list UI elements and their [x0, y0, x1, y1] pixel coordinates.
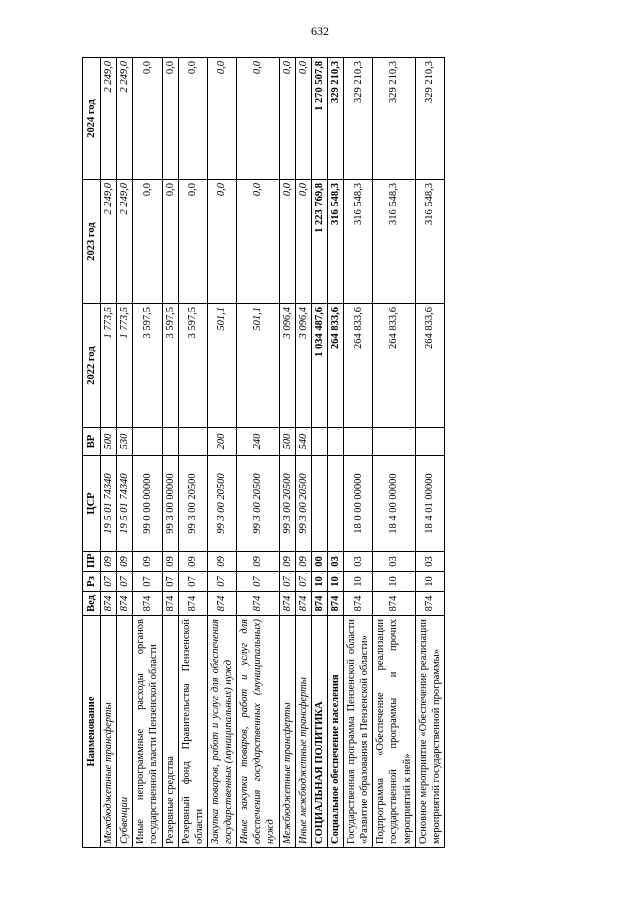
header-2022: 2022 год [83, 304, 101, 428]
cell-csr: 18 0 00 00000 [344, 456, 373, 552]
cell-2023: 0,0 [279, 180, 295, 304]
cell-2024: 0,0 [295, 58, 311, 180]
cell-2022: 501,1 [207, 304, 236, 428]
cell-name: Иные непрограммные расходы органов государственной власти Пензенской области [133, 616, 162, 848]
cell-name: Государственная программа Пензенской области «Развитие образования в Пензенской области» [344, 616, 373, 848]
cell-rz: 10 [344, 572, 373, 592]
cell-2022: 264 833,6 [344, 304, 373, 428]
cell-vr [162, 428, 178, 456]
header-vr: ВР [83, 428, 101, 456]
cell-ved: 874 [344, 592, 373, 616]
cell-ved: 874 [279, 592, 295, 616]
table-row [101, 58, 117, 848]
cell-rz: 10 [311, 572, 327, 592]
cell-ved: 874 [101, 592, 117, 616]
header-row [83, 58, 101, 848]
cell-2023: 316 548,3 [415, 180, 444, 304]
header-rz: Рз [83, 572, 101, 592]
cell-rz: 10 [327, 572, 343, 592]
cell-name: Иные закупки товаров, работ и услуг для обеспечения государственных (муниципальных) нужд [237, 616, 279, 848]
cell-pr: 03 [344, 552, 373, 572]
cell-vr: 530 [117, 428, 133, 456]
cell-2022: 3 597,5 [133, 304, 162, 428]
cell-2024: 329 210,3 [415, 58, 444, 180]
table-row [178, 58, 207, 848]
cell-rz: 07 [295, 572, 311, 592]
cell-ved: 874 [415, 592, 444, 616]
cell-name: Межбюджетные трансферты [279, 616, 295, 848]
cell-vr: 500 [279, 428, 295, 456]
cell-name: Иные межбюджетные трансферты [295, 616, 311, 848]
cell-2023: 0,0 [178, 180, 207, 304]
cell-csr: 19 5 01 74340 [101, 456, 117, 552]
cell-2022: 501,1 [237, 304, 279, 428]
cell-2022: 3 096,4 [295, 304, 311, 428]
table-row [327, 58, 343, 848]
cell-2022: 3 597,5 [178, 304, 207, 428]
cell-2024: 0,0 [207, 58, 236, 180]
cell-ved: 874 [373, 592, 415, 616]
budget-table [82, 57, 445, 848]
cell-name: Субвенции [117, 616, 133, 848]
cell-2024: 329 210,3 [327, 58, 343, 180]
table-holder [82, 58, 442, 848]
rotated-table-area [82, 58, 442, 848]
cell-ved: 874 [311, 592, 327, 616]
cell-name: Межбюджетные трансферты [101, 616, 117, 848]
cell-2022: 264 833,6 [327, 304, 343, 428]
header-csr: ЦСР [83, 456, 101, 552]
cell-name: Закупка товаров, работ и услуг для обеспечения государственных (муниципальных) нужд [207, 616, 236, 848]
cell-name: Подпрограмма «Обеспечение реализации государственной программы и прочих мероприятий к ней» [373, 616, 415, 848]
cell-csr: 99 3 00 20500 [279, 456, 295, 552]
table-row [133, 58, 162, 848]
cell-csr: 18 4 01 00000 [415, 456, 444, 552]
cell-rz: 07 [178, 572, 207, 592]
cell-2024: 2 249,0 [101, 58, 117, 180]
cell-csr: 99 3 00 20500 [295, 456, 311, 552]
cell-csr: 99 3 00 00000 [162, 456, 178, 552]
cell-2023: 2 249,0 [117, 180, 133, 304]
cell-vr [178, 428, 207, 456]
cell-rz: 10 [373, 572, 415, 592]
cell-csr: 99 3 00 20500 [237, 456, 279, 552]
cell-ved: 874 [162, 592, 178, 616]
cell-2023: 316 548,3 [327, 180, 343, 304]
table-row [415, 58, 444, 848]
cell-vr [327, 428, 343, 456]
cell-pr: 03 [415, 552, 444, 572]
cell-2024: 0,0 [237, 58, 279, 180]
cell-2024: 329 210,3 [373, 58, 415, 180]
cell-2022: 3 597,5 [162, 304, 178, 428]
header-2024: 2024 год [83, 58, 101, 180]
cell-csr: 99 0 00 00000 [133, 456, 162, 552]
table-row [117, 58, 133, 848]
cell-2022: 1 034 487,6 [311, 304, 327, 428]
cell-pr: 03 [373, 552, 415, 572]
cell-2024: 2 249,0 [117, 58, 133, 180]
cell-vr: 540 [295, 428, 311, 456]
cell-ved: 874 [117, 592, 133, 616]
cell-pr: 00 [311, 552, 327, 572]
cell-name: Резервные средства [162, 616, 178, 848]
cell-2023: 0,0 [207, 180, 236, 304]
cell-2023: 0,0 [237, 180, 279, 304]
cell-2022: 264 833,6 [373, 304, 415, 428]
cell-pr: 09 [237, 552, 279, 572]
cell-2023: 0,0 [133, 180, 162, 304]
cell-csr: 18 4 00 00000 [373, 456, 415, 552]
cell-2024: 329 210,3 [344, 58, 373, 180]
cell-ved: 874 [237, 592, 279, 616]
cell-csr [311, 456, 327, 552]
cell-2022: 1 773,5 [101, 304, 117, 428]
table-row [279, 58, 295, 848]
cell-2023: 0,0 [295, 180, 311, 304]
cell-rz: 07 [117, 572, 133, 592]
header-pr: ПР [83, 552, 101, 572]
table-row [162, 58, 178, 848]
cell-2022: 3 096,4 [279, 304, 295, 428]
cell-name: Резервный фонд Правительства Пензенской области [178, 616, 207, 848]
cell-ved: 874 [207, 592, 236, 616]
cell-rz: 07 [162, 572, 178, 592]
cell-rz: 07 [237, 572, 279, 592]
table-body [101, 58, 445, 848]
cell-vr [415, 428, 444, 456]
page-number: 632 [311, 24, 329, 38]
cell-csr: 99 3 00 20500 [207, 456, 236, 552]
cell-2024: 0,0 [279, 58, 295, 180]
table-row [295, 58, 311, 848]
table-row [237, 58, 279, 848]
cell-vr [133, 428, 162, 456]
cell-name: СОЦИАЛЬНАЯ ПОЛИТИКА [311, 616, 327, 848]
cell-2023: 316 548,3 [344, 180, 373, 304]
cell-rz: 07 [279, 572, 295, 592]
cell-2024: 0,0 [133, 58, 162, 180]
cell-ved: 874 [133, 592, 162, 616]
table-row [344, 58, 373, 848]
cell-2023: 316 548,3 [373, 180, 415, 304]
cell-pr: 09 [101, 552, 117, 572]
cell-csr: 19 5 01 74340 [117, 456, 133, 552]
cell-ved: 874 [327, 592, 343, 616]
header-name: Наименование [83, 616, 101, 848]
header-2023: 2023 год [83, 180, 101, 304]
cell-name: Основное мероприятие «Обеспечение реализации мероприятий государственной программы» [415, 616, 444, 848]
cell-2022: 1 773,5 [117, 304, 133, 428]
cell-name: Социальное обеспечение населения [327, 616, 343, 848]
cell-vr: 240 [237, 428, 279, 456]
cell-rz: 10 [415, 572, 444, 592]
cell-pr: 03 [327, 552, 343, 572]
cell-2024: 1 270 507,8 [311, 58, 327, 180]
header-ved: Вед [83, 592, 101, 616]
cell-2024: 0,0 [178, 58, 207, 180]
cell-2023: 2 249,0 [101, 180, 117, 304]
cell-2024: 0,0 [162, 58, 178, 180]
cell-ved: 874 [178, 592, 207, 616]
cell-csr [327, 456, 343, 552]
table-row [311, 58, 327, 848]
cell-pr: 09 [295, 552, 311, 572]
cell-pr: 09 [279, 552, 295, 572]
cell-vr [344, 428, 373, 456]
cell-csr: 99 3 00 20500 [178, 456, 207, 552]
cell-pr: 09 [178, 552, 207, 572]
cell-pr: 09 [207, 552, 236, 572]
cell-2023: 0,0 [162, 180, 178, 304]
cell-pr: 09 [133, 552, 162, 572]
cell-rz: 07 [207, 572, 236, 592]
table-row [207, 58, 236, 848]
cell-vr [373, 428, 415, 456]
cell-vr: 500 [101, 428, 117, 456]
cell-pr: 09 [117, 552, 133, 572]
cell-2022: 264 833,6 [415, 304, 444, 428]
table-row [373, 58, 415, 848]
cell-vr [311, 428, 327, 456]
cell-2023: 1 223 769,8 [311, 180, 327, 304]
cell-rz: 07 [101, 572, 117, 592]
cell-pr: 09 [162, 552, 178, 572]
cell-rz: 07 [133, 572, 162, 592]
cell-vr: 200 [207, 428, 236, 456]
cell-ved: 874 [295, 592, 311, 616]
